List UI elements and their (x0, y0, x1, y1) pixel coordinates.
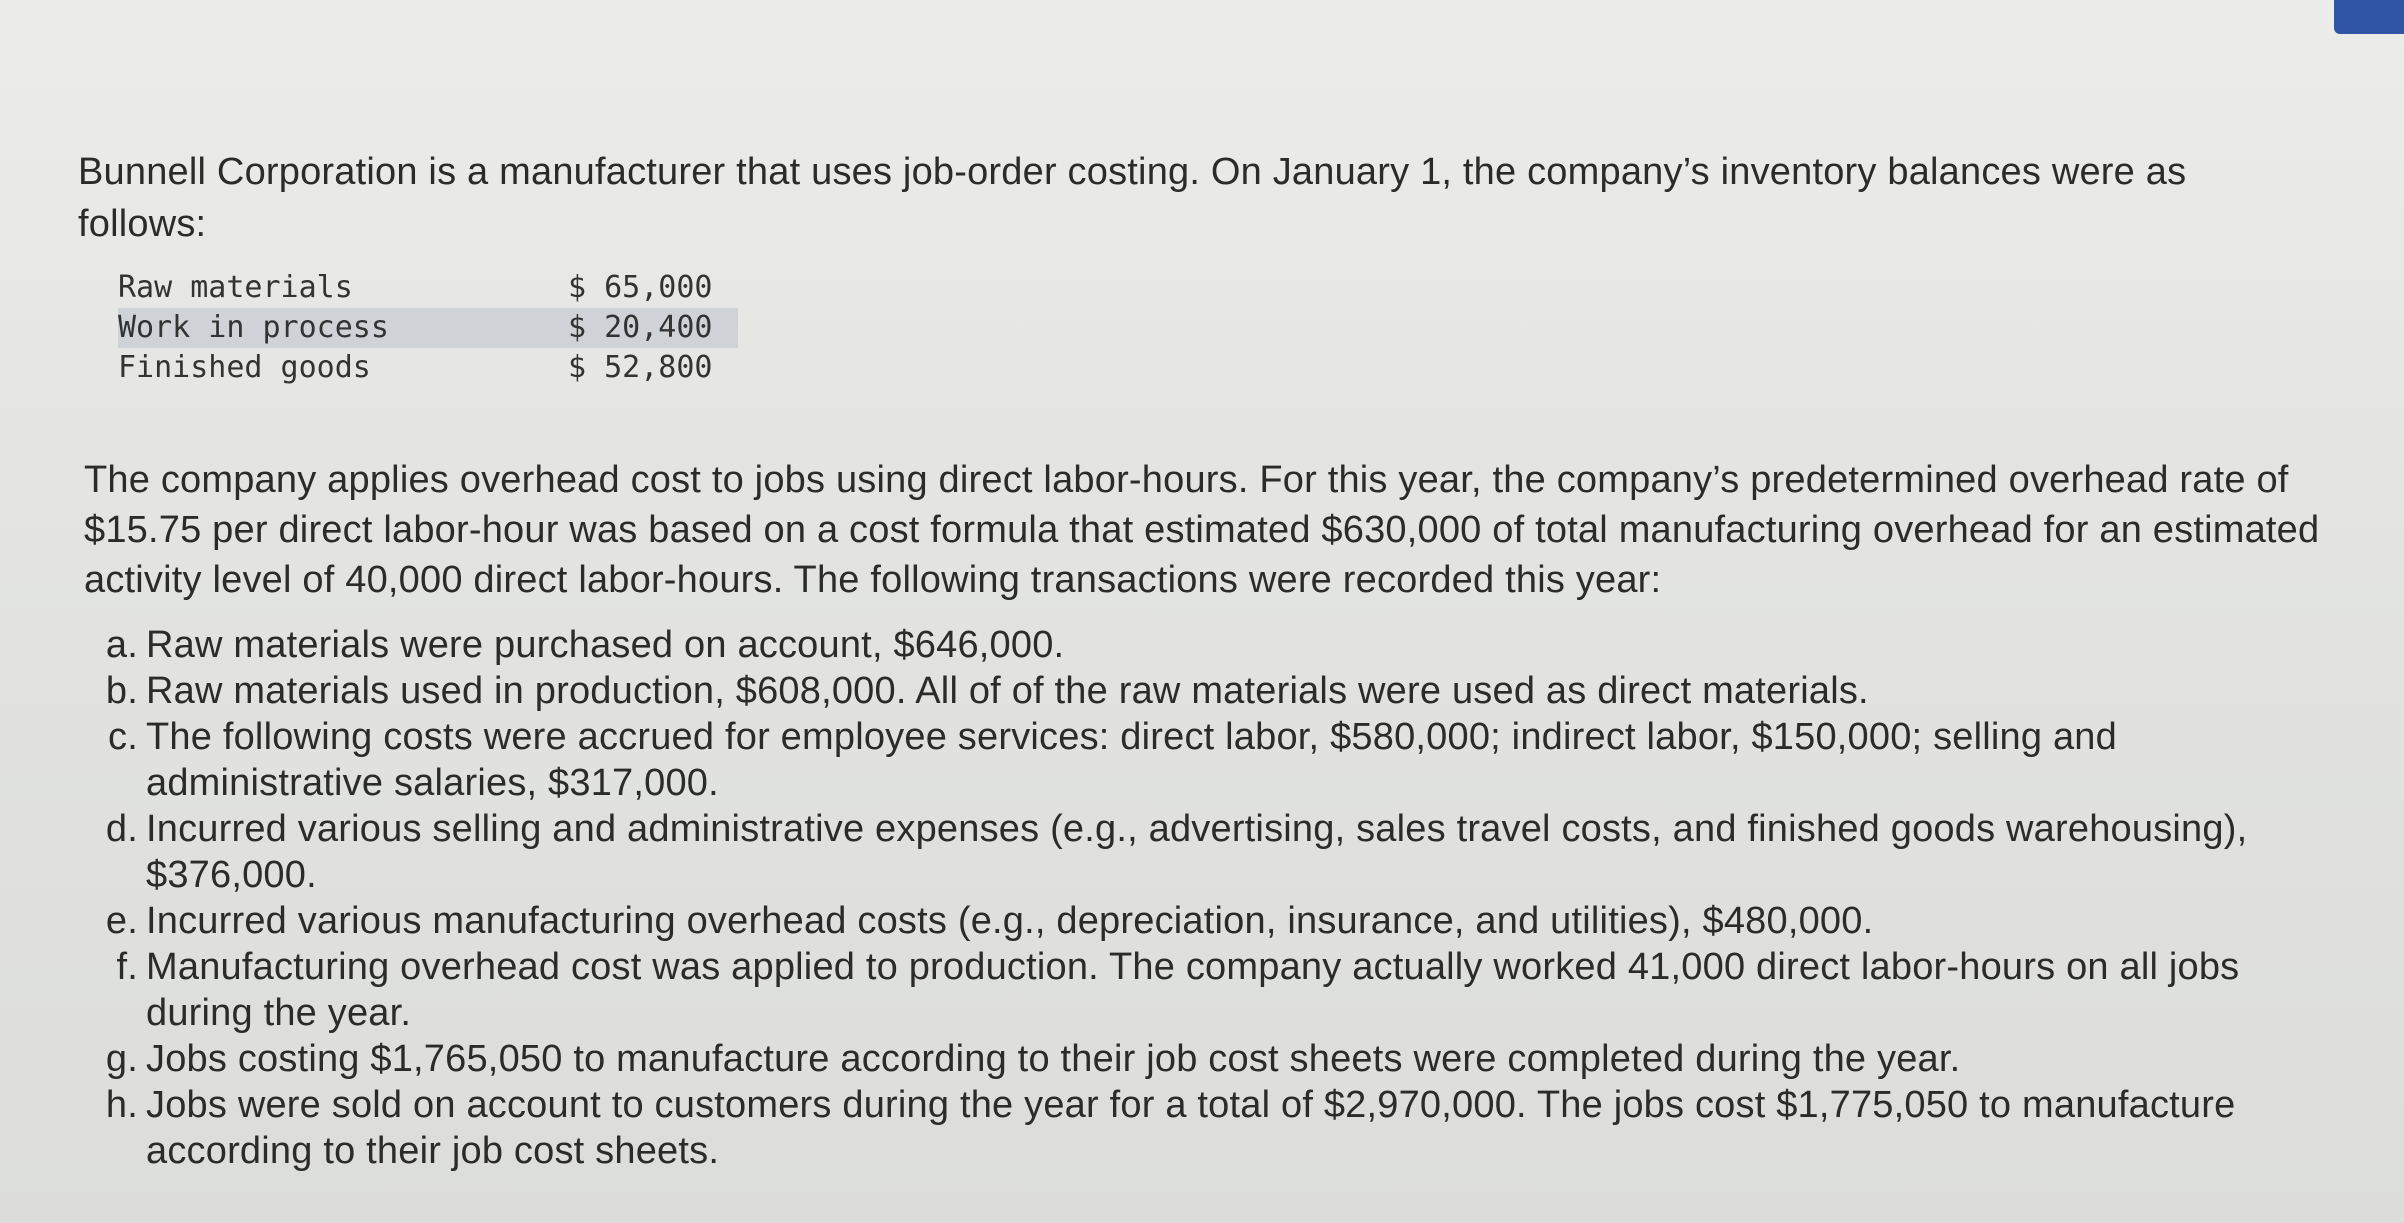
inventory-label: Raw materials (118, 270, 353, 305)
transaction-text: Incurred various manufacturing overhead costs (e.g., depreciation, insurance, and utilities), $480,000. (146, 900, 1874, 942)
intro-paragraph: Bunnell Corporation is a manufacturer that uses job-order costing. On January 1, the company’s inventory balances were as follows: (78, 151, 2187, 245)
transaction-item (90, 1036, 2330, 1082)
transaction-letter: f. (116, 946, 138, 988)
transaction-text: Raw materials used in production, $608,000. All of of the raw materials were used as direct materials. (146, 670, 1869, 712)
transaction-text: Jobs were sold on account to customers during the year for a total of $2,970,000. The jobs cost $1,775,050 to manufacture according to their job cost sheets. (146, 1084, 2236, 1172)
transaction-item (90, 944, 2330, 1036)
transaction-item (90, 806, 2330, 898)
transaction-text: Jobs costing $1,765,050 to manufacture according to their job cost sheets were completed during the year. (146, 1038, 1961, 1080)
inventory-value: $ 65,000 (568, 270, 713, 305)
inventory-table (118, 268, 738, 388)
transaction-item (90, 668, 2330, 714)
transaction-letter: a. (105, 624, 138, 666)
inventory-label: Finished goods (118, 350, 371, 385)
transaction-letter: d. (105, 808, 138, 850)
transaction-letter: c. (108, 716, 138, 758)
inventory-label: Work in process (118, 308, 568, 348)
inventory-row (118, 308, 738, 348)
transaction-text: Raw materials were purchased on account, $646,000. (146, 624, 1065, 666)
transaction-item (90, 1082, 2330, 1174)
transaction-letter: g. (105, 1038, 138, 1080)
transaction-text: Incurred various selling and administrative expenses (e.g., advertising, sales travel costs, and finished goods warehousing), $376,000. (146, 808, 2248, 896)
transaction-letter: e. (105, 900, 138, 942)
transactions-list (90, 622, 2330, 1174)
transaction-item (90, 898, 2330, 944)
transaction-letter: b. (105, 670, 138, 712)
transaction-letter: h. (105, 1084, 138, 1126)
inventory-value: $ 52,800 (568, 350, 713, 385)
transaction-item (90, 714, 2330, 806)
inventory-value: $ 20,400 (568, 308, 738, 348)
overhead-paragraph: The company applies overhead cost to jobs using direct labor-hours. For this year, the company’s predetermined overhead rate of $15.75 per direct labor-hour was based on a cost formula that estimated $630,000 of total manufacturing overhead for an estimated activity level of 40,000 direct labor-hours. The following transactions were recorded this year: (84, 459, 2320, 601)
transaction-text: The following costs were accrued for employee services: direct labor, $580,000; indirect labor, $150,000; selling and administrative salaries, $317,000. (146, 716, 2117, 804)
inventory-row (118, 268, 738, 308)
inventory-row (118, 348, 738, 388)
transaction-text: Manufacturing overhead cost was applied to production. The company actually worked 41,000 direct labor-hours on all jobs during the year. (146, 946, 2240, 1034)
transaction-item (90, 622, 2330, 668)
